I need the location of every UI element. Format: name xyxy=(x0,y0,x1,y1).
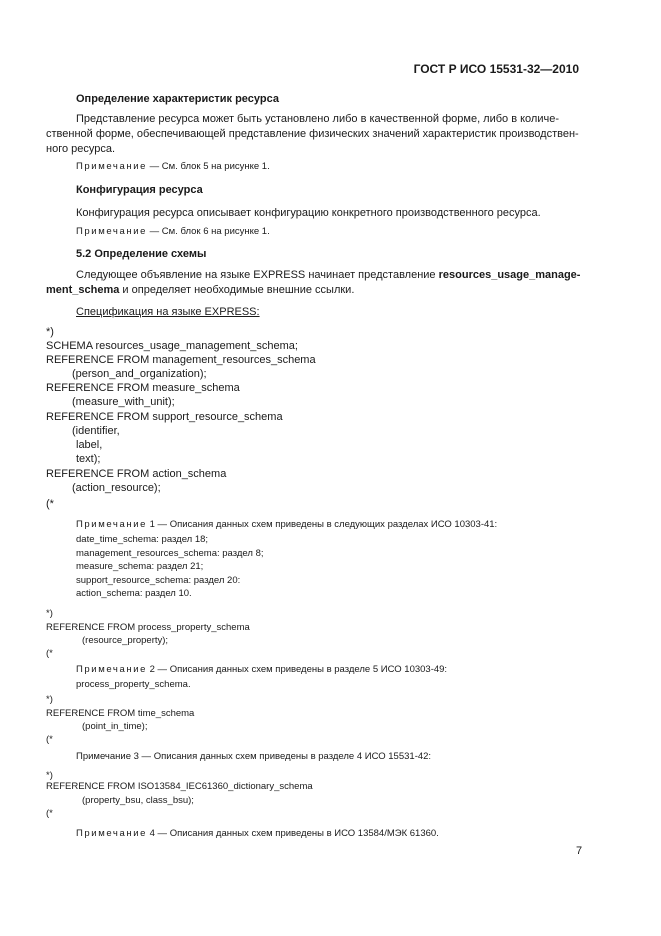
note-text: — См. блок 6 на рисунке 1. xyxy=(147,226,270,237)
note-text: — См. блок 5 на рисунке 1. xyxy=(147,161,270,172)
paragraph-line xyxy=(76,267,580,283)
note-text: 2 — Описания данных схем приведены в разделе 5 ИСО 10303-49: xyxy=(147,664,448,675)
code-line: (identifier, xyxy=(72,425,120,437)
paragraph-line: ного ресурса. xyxy=(46,143,116,155)
note xyxy=(76,161,270,172)
code-line: *) xyxy=(46,326,54,338)
code-line: (* xyxy=(46,498,54,510)
note: Примечание 3 — Описания данных схем приведены в разделе 4 ИСО 15531-42: xyxy=(76,751,432,762)
code-line: (point_in_time); xyxy=(82,721,148,732)
code-line: *) xyxy=(46,770,53,781)
paragraph-line: Представление ресурса может быть установлено либо в качественной форме, либо в количе- xyxy=(76,113,560,125)
code-line: (* xyxy=(46,734,53,745)
section-title-configuration: Конфигурация ресурса xyxy=(76,184,203,196)
paragraph-line xyxy=(46,282,354,298)
text-run: и определяет необходимые внешние ссылки. xyxy=(119,284,355,296)
paragraph-line: ственной форме, обеспечивающей представление физических значений характеристик производствен- xyxy=(46,128,579,140)
code-line: label, xyxy=(76,439,103,451)
note xyxy=(76,664,447,675)
note-label: Примечание xyxy=(76,519,147,530)
note-label: Примечание xyxy=(76,161,147,172)
code-line: text); xyxy=(76,453,101,465)
section-title-characteristics: Определение характеристик ресурса xyxy=(76,93,279,105)
code-line: (property_bsu, class_bsu); xyxy=(82,795,194,806)
note-item: date_time_schema: раздел 18; xyxy=(76,534,209,545)
note xyxy=(76,226,270,237)
standard-header: ГОСТ Р ИСО 15531-32—2010 xyxy=(413,62,579,76)
note-item: management_resources_schema: раздел 8; xyxy=(76,548,264,559)
code-line: REFERENCE FROM action_schema xyxy=(46,468,227,480)
note-label: Примечание xyxy=(76,226,147,237)
code-line: REFERENCE FROM support_resource_schema xyxy=(46,411,283,423)
note-item: support_resource_schema: раздел 20: xyxy=(76,575,241,586)
code-line: *) xyxy=(46,608,53,619)
note-label: Примечание xyxy=(76,828,147,839)
note-item: action_schema: раздел 10. xyxy=(76,588,192,599)
schema-name: resources_usage_manage- xyxy=(438,269,581,281)
note-text: 1 — Описания данных схем приведены в следующих разделах ИСО 10303-41: xyxy=(147,519,498,530)
code-line: *) xyxy=(46,694,53,705)
section-title-schema: 5.2 Определение схемы xyxy=(76,248,207,260)
text-run: Следующее объявление на языке EXPRESS начинает представление xyxy=(76,269,439,281)
code-line: (* xyxy=(46,648,53,659)
code-line: REFERENCE FROM measure_schema xyxy=(46,382,240,394)
note-item: process_property_schema. xyxy=(76,679,191,690)
code-line: SCHEMA resources_usage_management_schema; xyxy=(46,340,298,352)
code-line: REFERENCE FROM ISO13584_IEC61360_dictionary_schema xyxy=(46,781,313,792)
code-line: (resource_property); xyxy=(82,635,169,646)
code-line: REFERENCE FROM process_property_schema xyxy=(46,622,250,633)
code-line: REFERENCE FROM time_schema xyxy=(46,708,195,719)
code-line: (action_resource); xyxy=(72,482,161,494)
note xyxy=(76,828,439,839)
code-line: (person_and_organization); xyxy=(72,368,207,380)
note-item: measure_schema: раздел 21; xyxy=(76,561,204,572)
schema-name: ment_schema xyxy=(46,284,120,296)
note-text: 4 — Описания данных схем приведены в ИСО 13584/МЭК 61360. xyxy=(147,828,439,839)
note xyxy=(76,519,497,530)
page-number: 7 xyxy=(576,845,583,857)
note-label: Примечание xyxy=(76,664,147,675)
code-line: REFERENCE FROM management_resources_schema xyxy=(46,354,316,366)
code-line: (* xyxy=(46,808,53,819)
code-line: (measure_with_unit); xyxy=(72,396,175,408)
paragraph: Конфигурация ресурса описывает конфигурацию конкретного производственного ресурса. xyxy=(76,207,541,219)
spec-heading: Спецификация на языке EXPRESS: xyxy=(76,306,260,318)
